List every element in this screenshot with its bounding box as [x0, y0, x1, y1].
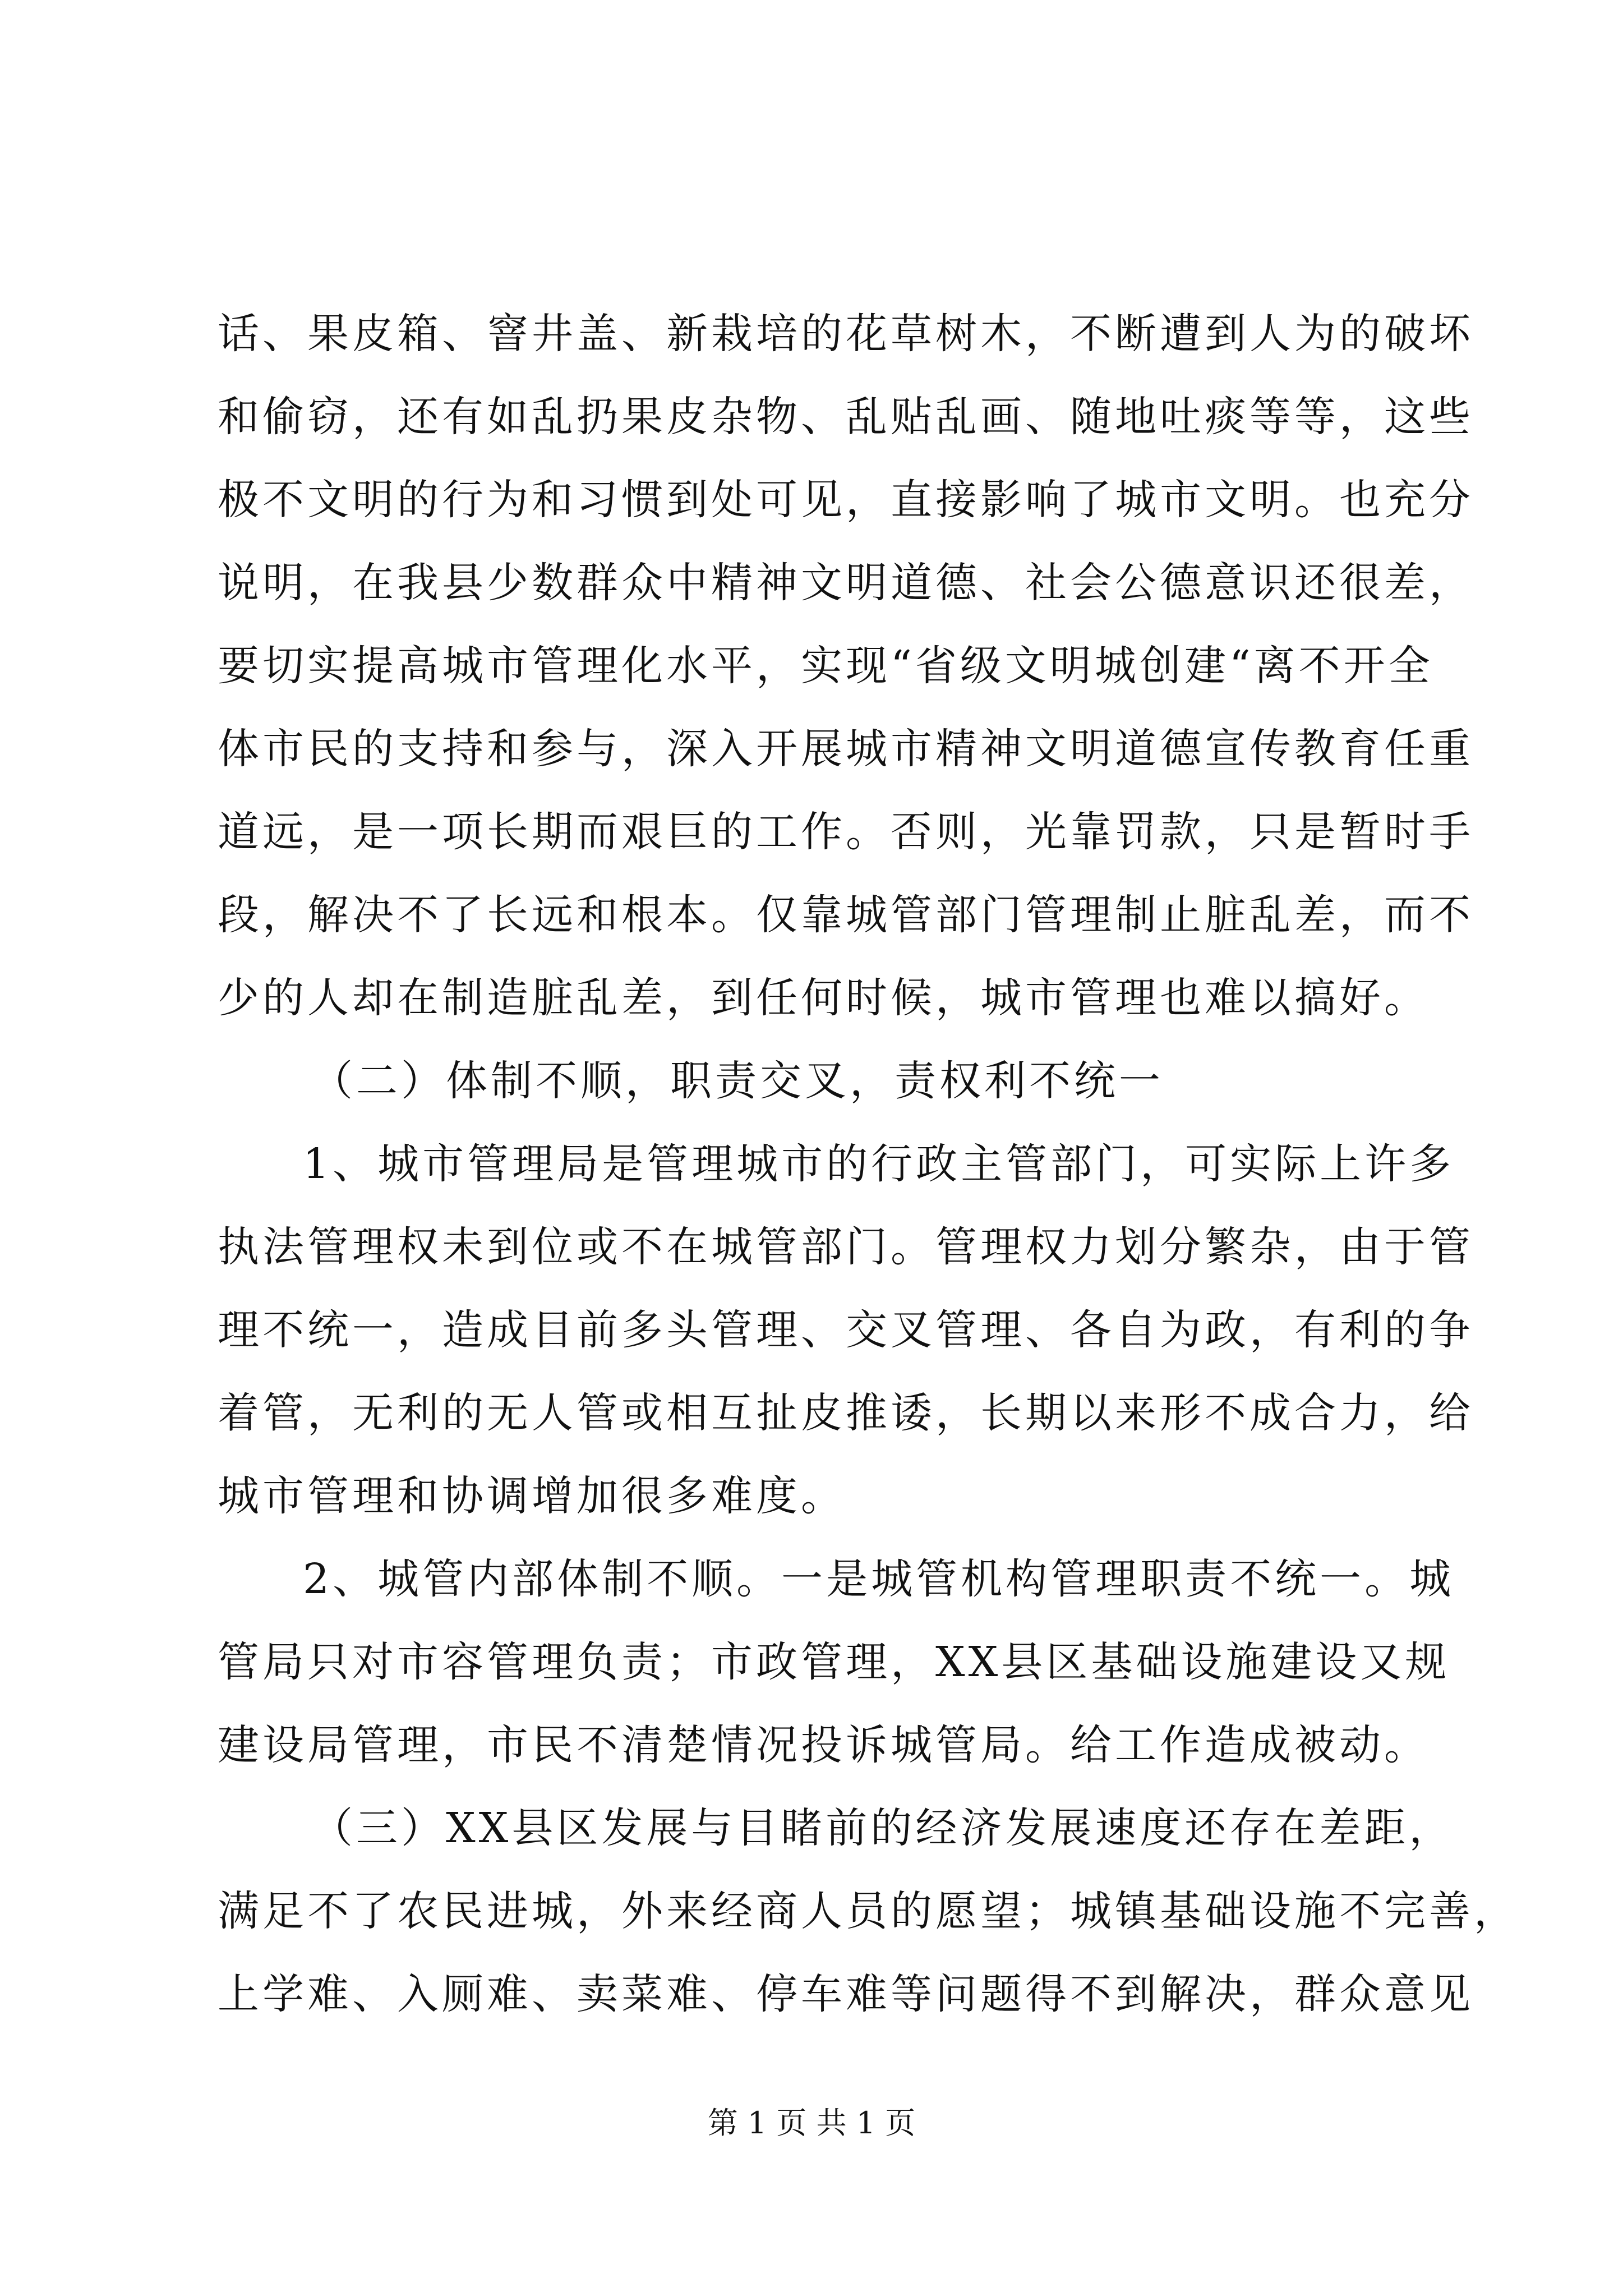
body-line: 执法管理权未到位或不在城管部门。管理权力划分繁杂，由于管 — [218, 1223, 1474, 1271]
body-line: 少的人却在制造脏乱差，到任何时候，城市管理也难以搞好。 — [218, 974, 1429, 1022]
page-footer: 第 1 页 共 1 页 — [707, 2105, 916, 2141]
body-line: 话、果皮箱、窨井盖、新栽培的花草树木，不断遭到人为的破坏 — [218, 310, 1474, 358]
paragraph-first-line: 2、城管内部体制不顺。一是城管机构管理职责不统一。城 — [303, 1555, 1455, 1603]
body-line: 要切实提高城市管理化水平，实现“省级文明城创建“离不开全 — [218, 642, 1433, 690]
body-line: 和偷窃，还有如乱扔果皮杂物、乱贴乱画、随地吐痰等等，这些 — [218, 393, 1474, 441]
body-line: 着管，无利的无人管或相互扯皮推诿，长期以来形不成合力，给 — [218, 1389, 1474, 1437]
body-line: 管局只对市容管理负责；市政管理，XX县区基础设施建设又规 — [218, 1638, 1450, 1686]
paragraph-first-line: 1、城市管理局是管理城市的行政主管部门，可实际上许多 — [303, 1140, 1455, 1188]
body-line: 满足不了农民进城，外来经商人员的愿望；城镇基础设施不完善， — [218, 1887, 1519, 1935]
body-line: 道远，是一项长期而艰巨的工作。否则，光靠罚款，只是暂时手 — [218, 808, 1474, 856]
body-line: 体市民的支持和参与，深入开展城市精神文明道德宣传教育任重 — [218, 725, 1474, 773]
body-line: 建设局管理，市民不清楚情况投诉城管局。给工作造成被动。 — [218, 1721, 1429, 1769]
section-heading: （三）XX县区发展与目睹前的经济发展速度还存在差距， — [311, 1804, 1454, 1852]
section-heading: （二）体制不顺，职责交叉，责权利不统一 — [311, 1057, 1164, 1105]
body-line: 说明，在我县少数群众中精神文明道德、社会公德意识还很差， — [218, 559, 1474, 607]
body-line: 理不统一，造成目前多头管理、交叉管理、各自为政，有利的争 — [218, 1306, 1474, 1354]
body-line: 城市管理和协调增加很多难度。 — [218, 1472, 846, 1520]
body-line: 极不文明的行为和习惯到处可见，直接影响了城市文明。也充分 — [218, 476, 1474, 524]
body-line: 段，解决不了长远和根本。仅靠城管部门管理制止脏乱差，而不 — [218, 891, 1474, 939]
body-line: 上学难、入厕难、卖菜难、停车难等问题得不到解决，群众意见 — [218, 1970, 1474, 2018]
